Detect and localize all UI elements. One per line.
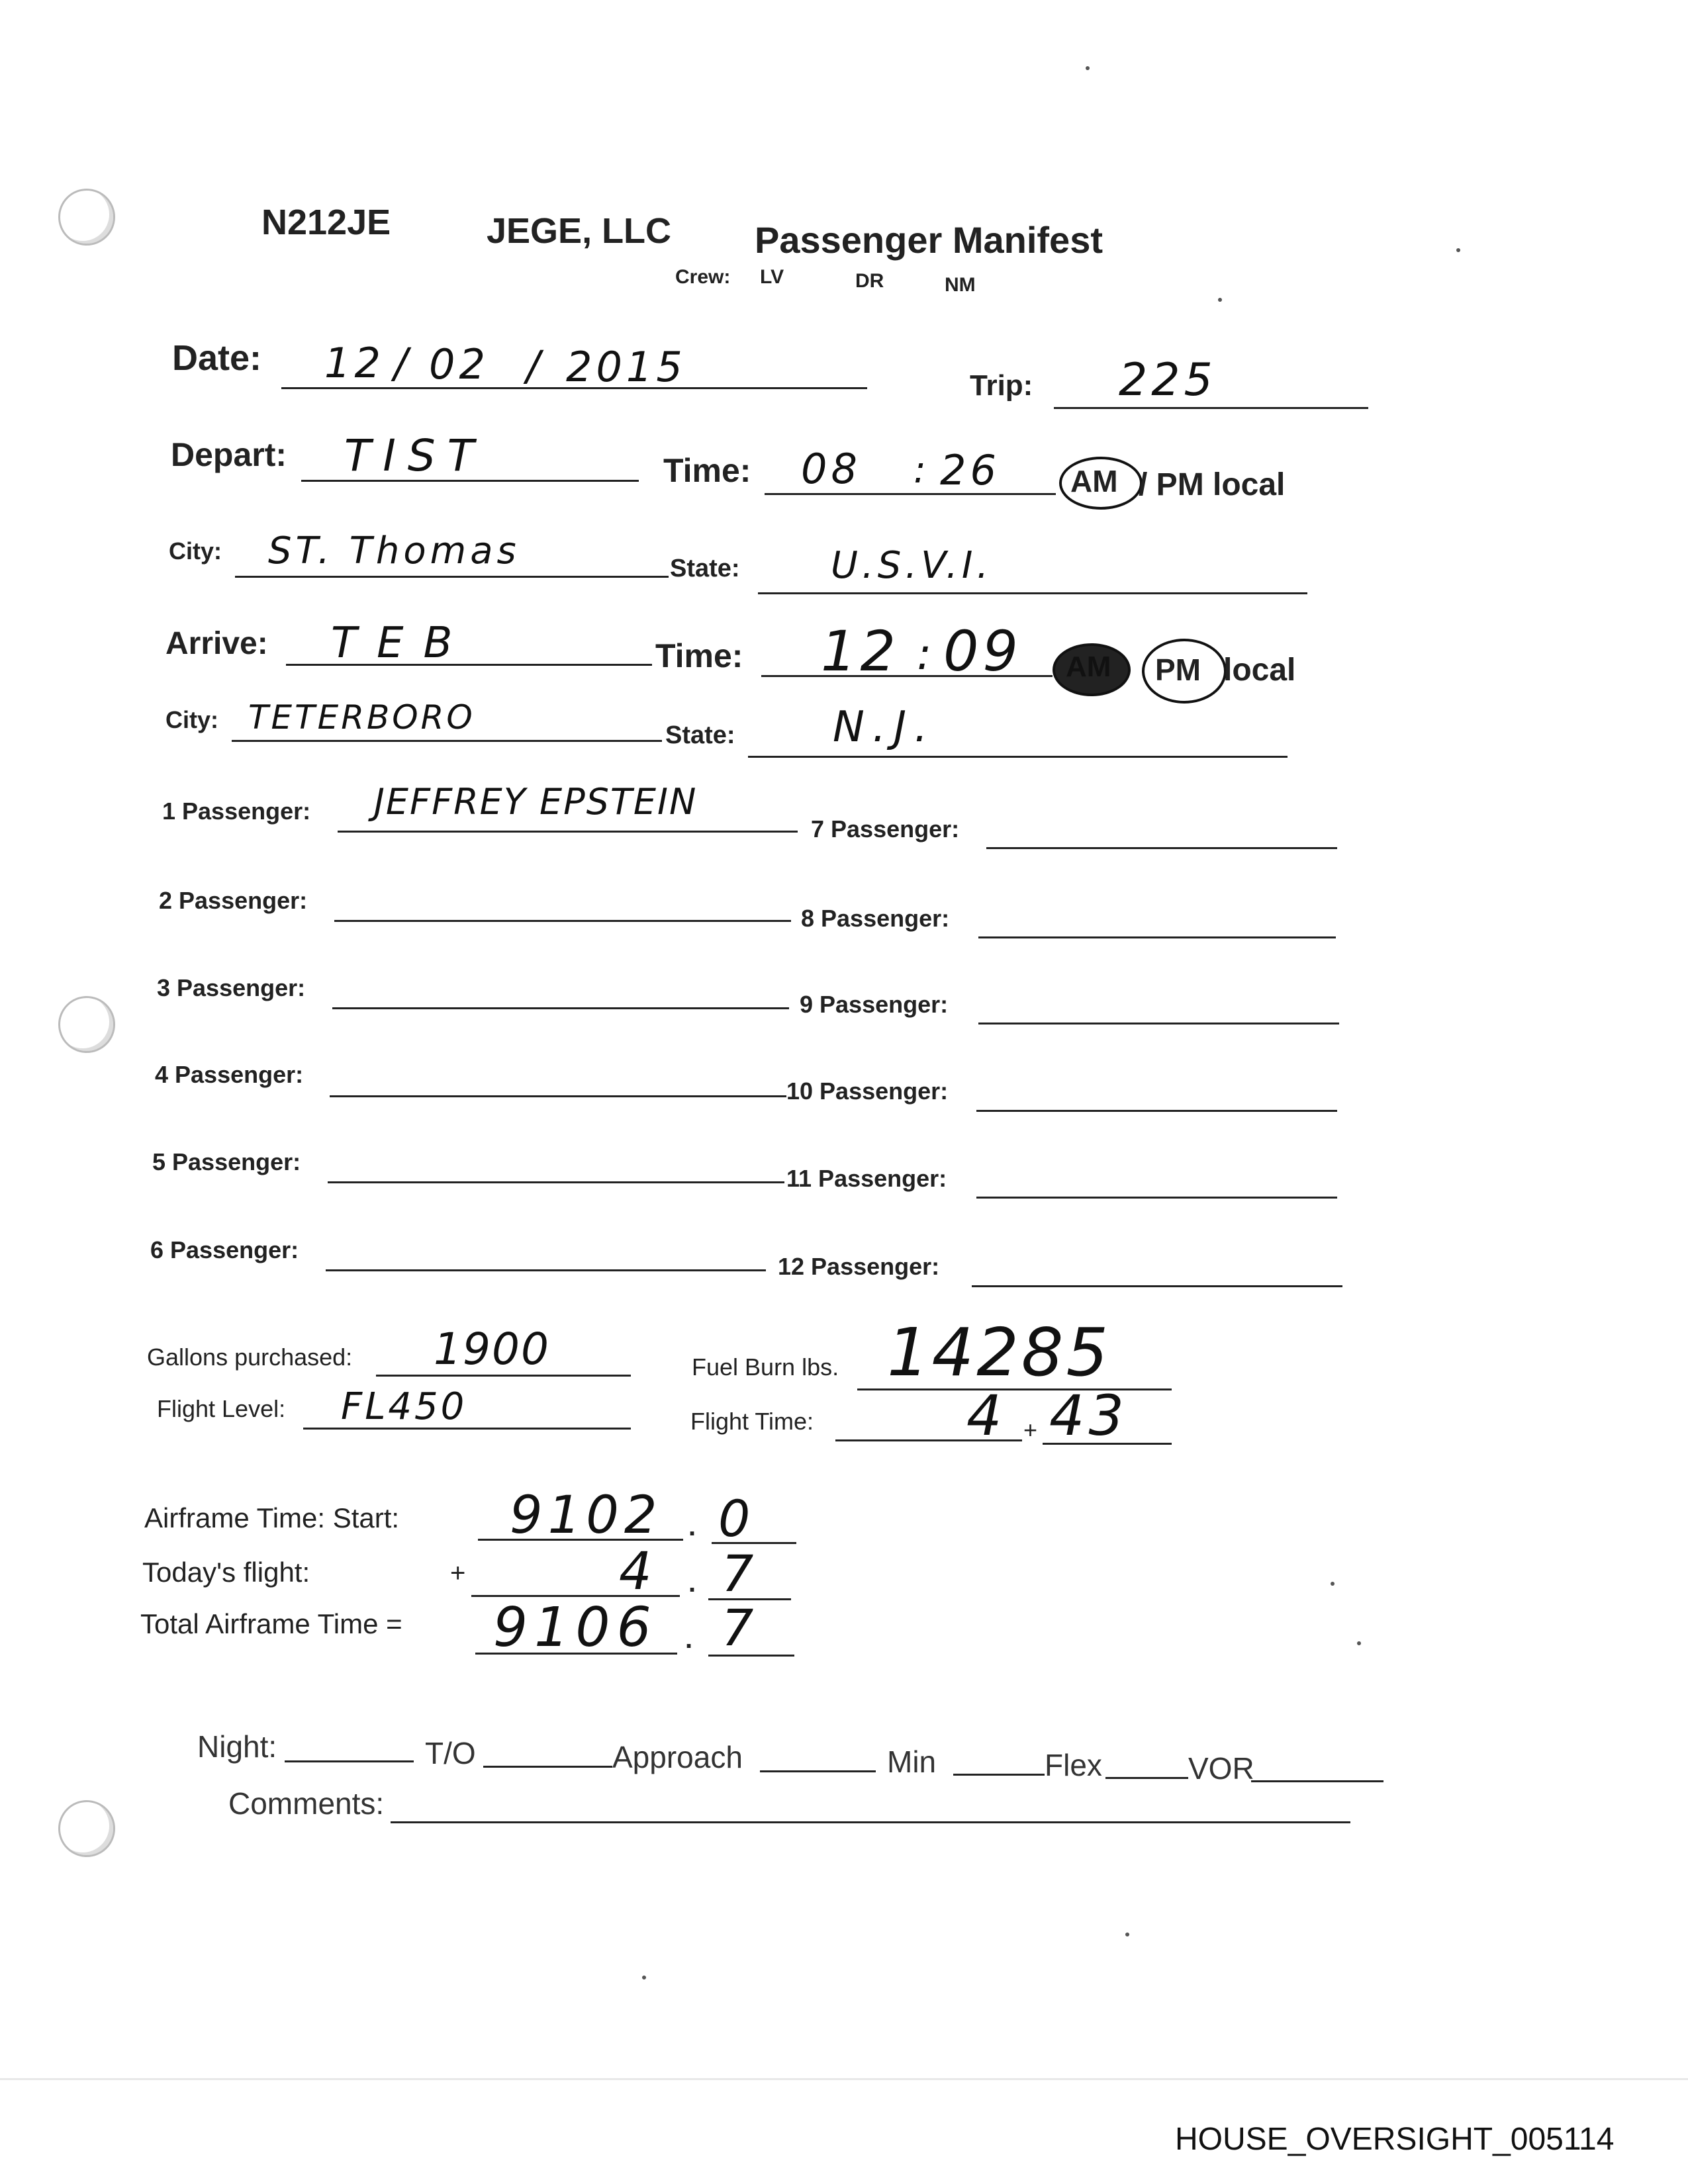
- arrive-state-label: State:: [665, 721, 735, 749]
- total-airframe-whole: 9106: [493, 1596, 658, 1659]
- date-year: 2015: [566, 343, 686, 391]
- airframe-start-label: Airframe Time: Start:: [144, 1502, 400, 1533]
- passenger-3-label: 3 Passenger:: [157, 974, 306, 1001]
- scan-speck: [1125, 1933, 1129, 1936]
- airframe-start-decimal-point: .: [688, 1512, 696, 1541]
- arrive-city-label: City:: [165, 706, 218, 733]
- depart-minute: 26: [940, 446, 1000, 494]
- flight-time-minutes: 43: [1049, 1383, 1128, 1448]
- total-airframe-decimal-point: .: [685, 1625, 693, 1654]
- depart-airport: TIST: [344, 430, 486, 481]
- arrive-city: TETERBORO: [248, 698, 475, 737]
- passenger-5-label: 5 Passenger:: [152, 1148, 301, 1175]
- depart-state-label: State:: [670, 555, 740, 582]
- punch-hole-top: [58, 189, 115, 246]
- depart-city-label: City:: [169, 537, 222, 565]
- scan-speck: [1456, 248, 1460, 252]
- depart-time-label: Time:: [663, 452, 751, 489]
- tail-number: N212JE: [261, 203, 391, 242]
- date-month: 12: [324, 339, 385, 387]
- scan-bottom-edge: [0, 2078, 1688, 2080]
- airframe-start-tenths: 0: [718, 1489, 755, 1548]
- todays-flight-tenths: 7: [722, 1544, 758, 1603]
- takeoff-label: T/O: [425, 1736, 476, 1770]
- scan-speck: [1086, 66, 1090, 70]
- depart-city: ST. Thomas: [268, 529, 520, 572]
- passenger-1-name: JEFFREY EPSTEIN: [374, 781, 698, 823]
- todays-flight-whole: 4: [619, 1542, 656, 1602]
- company-name: JEGE, LLC: [487, 211, 672, 251]
- arrive-minute: 09: [943, 619, 1022, 684]
- todays-flight-label: Today's flight:: [142, 1557, 310, 1588]
- arrive-time-colon: :: [917, 629, 936, 680]
- depart-time-colon: :: [914, 449, 930, 492]
- bates-number: HOUSE_OVERSIGHT_005114: [1175, 2122, 1615, 2157]
- passenger-10-label: 10 Passenger:: [786, 1077, 949, 1105]
- passenger-4-label: 4 Passenger:: [155, 1061, 304, 1088]
- passenger-8-label: 8 Passenger:: [801, 905, 950, 932]
- date-separator: /: [394, 339, 412, 387]
- depart-hour: 08: [801, 445, 861, 493]
- depart-state: U.S.V.I.: [831, 544, 993, 587]
- passenger-7-label: 7 Passenger:: [811, 815, 960, 842]
- crew-2: DR: [855, 270, 884, 292]
- crew-3: NM: [945, 274, 976, 296]
- todays-flight-plus: +: [450, 1559, 466, 1588]
- total-airframe-label: Total Airframe Time =: [140, 1608, 402, 1639]
- depart-pm-local: / PM local: [1139, 467, 1286, 502]
- passenger-9-label: 9 Passenger:: [800, 991, 949, 1018]
- comments-label: Comments:: [228, 1786, 385, 1821]
- date-separator: /: [526, 341, 544, 390]
- scan-speck: [1218, 298, 1222, 302]
- arrive-pm: PM: [1155, 653, 1201, 687]
- fuel-burn-label: Fuel Burn lbs.: [692, 1353, 839, 1381]
- arrive-local: local: [1223, 653, 1296, 688]
- fuel-burn-value: 14285: [887, 1314, 1111, 1391]
- flight-time-label: Flight Time:: [690, 1408, 814, 1435]
- arrive-state: N.J.: [833, 703, 936, 752]
- gallons-value: 1900: [434, 1324, 550, 1375]
- page-title: Passenger Manifest: [755, 219, 1103, 261]
- min-label: Min: [887, 1745, 937, 1779]
- depart-am: AM: [1070, 464, 1118, 498]
- scan-speck: [1357, 1641, 1361, 1645]
- passenger-2-label: 2 Passenger:: [159, 887, 308, 914]
- trip-number: 225: [1119, 354, 1217, 406]
- approach-label: Approach: [612, 1740, 743, 1774]
- arrive-time-label: Time:: [655, 637, 743, 674]
- flex-label: Flex: [1045, 1748, 1102, 1782]
- arrive-airport: TEB: [331, 619, 473, 668]
- todays-flight-decimal-point: .: [688, 1569, 696, 1598]
- total-airframe-tenths: 7: [722, 1598, 758, 1657]
- flight-level-value: FL450: [341, 1385, 467, 1428]
- passenger-12-label: 12 Passenger:: [778, 1253, 940, 1280]
- crew-1: LV: [760, 266, 784, 288]
- passenger-1-label: 1 Passenger:: [162, 797, 311, 825]
- arrive-label: Arrive:: [165, 626, 268, 661]
- vor-label: VOR: [1188, 1751, 1254, 1786]
- date-label: Date:: [172, 338, 262, 378]
- depart-label: Depart:: [171, 436, 287, 473]
- flight-time-plus: +: [1023, 1416, 1038, 1443]
- flight-level-label: Flight Level:: [157, 1395, 286, 1422]
- date-day: 02: [429, 340, 489, 388]
- punch-hole-middle: [58, 996, 115, 1053]
- night-label: Night:: [197, 1729, 277, 1764]
- crew-label: Crew:: [675, 266, 731, 288]
- scan-speck: [642, 1976, 646, 1979]
- flight-time-hours: 4: [966, 1383, 1006, 1448]
- trip-label: Trip:: [970, 369, 1033, 402]
- gallons-label: Gallons purchased:: [147, 1343, 353, 1371]
- scan-speck: [1331, 1582, 1335, 1586]
- passenger-6-label: 6 Passenger:: [150, 1236, 299, 1263]
- arrive-am: AM: [1066, 651, 1111, 683]
- passenger-11-label: 11 Passenger:: [786, 1165, 947, 1192]
- arrive-hour: 12: [821, 619, 900, 684]
- punch-hole-bottom: [58, 1800, 115, 1857]
- airframe-start-whole: 9102: [510, 1486, 663, 1545]
